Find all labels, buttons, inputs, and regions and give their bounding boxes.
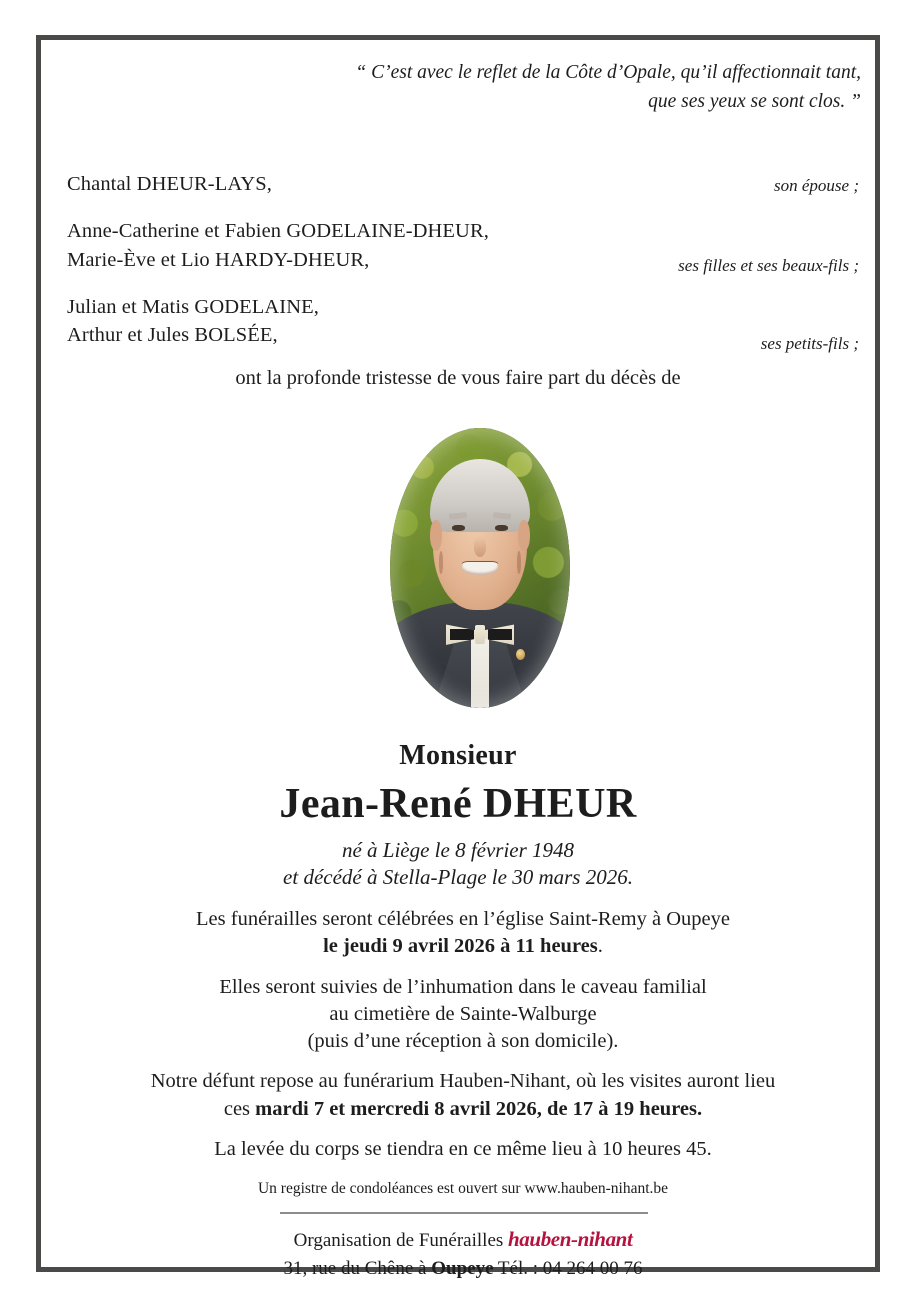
honorific-title: Monsieur xyxy=(399,740,517,771)
memorial-card xyxy=(36,35,880,1279)
family-relation-label: son épouse ; xyxy=(774,176,859,196)
funeral-paragraph xyxy=(65,906,861,961)
funeral-datetime-line xyxy=(65,933,861,960)
funeral-datetime: le jeudi 9 avril 2026 à 11 heures xyxy=(323,935,598,958)
burial-paragraph xyxy=(65,974,861,1056)
bow-tie-pattern-left xyxy=(450,629,474,640)
bow-tie-knot xyxy=(475,625,485,643)
footer-address-line xyxy=(65,1255,861,1283)
mouth-smile xyxy=(462,561,498,575)
family-member-name: Marie-Ève et Lio HARDY-DHEUR, xyxy=(67,248,370,271)
epigraph-quote xyxy=(101,58,861,117)
ear-left xyxy=(430,520,443,551)
bow-tie-wing-left xyxy=(446,623,476,647)
funeral-datetime-suffix: . xyxy=(597,935,603,958)
family-member-name: Arthur et Jules BOLSÉE, xyxy=(67,324,278,347)
family-group xyxy=(67,293,859,354)
bow-tie-wing-right xyxy=(484,623,514,647)
body-removal-paragraph xyxy=(65,1136,861,1163)
eye-left xyxy=(452,525,465,531)
identity-block xyxy=(41,740,875,891)
funeral-intro-line: Les funérailles seront célébrées en l’église Saint-Remy à Oupeye xyxy=(196,908,730,930)
footer-block xyxy=(65,1224,861,1282)
hauben-nihant-logo: hauben-nihant xyxy=(508,1227,633,1251)
eye-right xyxy=(495,525,508,531)
burial-line-2: au cimetière de Sainte-Walburge xyxy=(329,1002,597,1025)
service-details-block xyxy=(65,906,861,1200)
epigraph-line-2: que ses yeux se sont clos. ” xyxy=(648,91,861,113)
visits-intro-line: Notre défunt repose au funérarium Hauben-Nihant, où les visites auront lieu xyxy=(150,1070,776,1093)
footer-phone-number: 04 264 00 76 xyxy=(542,1257,643,1279)
portrait-artwork xyxy=(390,428,570,708)
bow-tie xyxy=(446,623,514,647)
burial-line-1: Elles seront suivies de l’inhumation dans le caveau familial xyxy=(219,975,707,998)
nose-shape xyxy=(474,537,487,557)
deceased-name: Jean-René DHEUR xyxy=(279,781,637,827)
footer-phone-label: Tél. : xyxy=(493,1257,543,1279)
bow-tie-pattern-right xyxy=(488,629,512,640)
visits-prefix: ces xyxy=(223,1097,256,1120)
visits-datetime-line xyxy=(65,1096,861,1123)
family-member-name: Julian et Matis GODELAINE, xyxy=(67,295,319,318)
footer-address-city: Oupeye xyxy=(431,1257,494,1279)
family-relation-label: ses filles et ses beaux-fils ; xyxy=(678,255,859,275)
smile-line-left xyxy=(439,551,444,573)
portrait-photo xyxy=(390,428,570,708)
family-member-name: Chantal DHEUR-LAYS, xyxy=(67,173,272,195)
footer-organisation-line xyxy=(65,1224,861,1255)
epigraph-line-1: “ C’est avec le reflet de la Côte d’Opale, qu’il affectionnait tant, xyxy=(355,62,861,83)
family-group xyxy=(67,170,859,198)
footer-divider xyxy=(280,1212,648,1214)
card-inner xyxy=(41,40,875,1279)
birth-line: né à Liège le 8 février 1948 xyxy=(341,838,575,862)
condolence-registry-line: Un registre de condoléances est ouvert sur www.hauben-nihant.be xyxy=(257,1180,669,1197)
body-removal-line: La levée du corps se tiendra en ce même lieu à 10 heures 45. xyxy=(214,1137,712,1160)
family-member-name: Anne-Catherine et Fabien GODELAINE-DHEUR, xyxy=(67,220,489,243)
visits-paragraph xyxy=(65,1068,861,1123)
visits-datetime: mardi 7 et mercredi 8 avril 2026, de 17 à 19 heures. xyxy=(255,1097,703,1120)
announcement-line: ont la profonde tristesse de vous faire part du décès de xyxy=(235,367,681,389)
death-line: et décédé à Stella-Plage le 30 mars 2026. xyxy=(283,864,633,889)
footer-organisation-prefix: Organisation de Funérailles xyxy=(293,1230,509,1251)
family-block xyxy=(67,170,859,368)
footer-address-prefix: 31, rue du Chêne à xyxy=(283,1257,432,1279)
family-group xyxy=(67,217,859,274)
family-relation-label: ses petits-fils ; xyxy=(760,334,859,354)
burial-line-3: (puis d’une réception à son domicile). xyxy=(307,1030,619,1052)
